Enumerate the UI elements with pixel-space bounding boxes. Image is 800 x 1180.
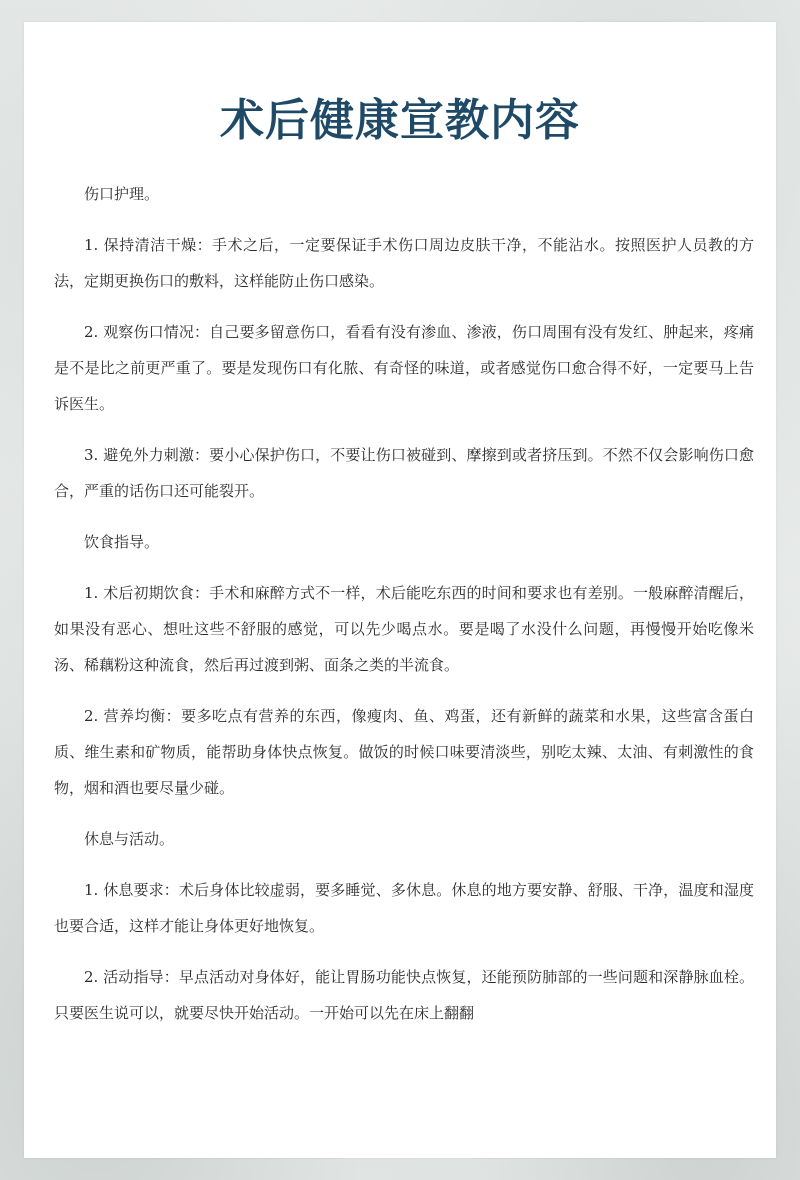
paragraph-keep-clean-dry: 1. 保持清洁干燥：手术之后，一定要保证手术伤口周边皮肤干净，不能沾水。按照医护人员教的方法，定期更换伤口的敷料，这样能防止伤口感染。: [54, 236, 754, 290]
paragraph-early-diet: 1. 术后初期饮食：手术和麻醉方式不一样，术后能吃东西的时间和要求也有差别。一般麻醉清醒后，如果没有恶心、想吐这些不舒服的感觉，可以先少喝点水。要是喝了水没什么问题，再慢慢开始吃像米汤、稀藕粉这种流食，然后再过渡到粥、面条之类的半流食。: [54, 584, 754, 674]
document-page: [24, 22, 776, 1158]
document-body: [54, 176, 754, 1046]
section-heading-rest-activity: 休息与活动。: [84, 830, 175, 848]
paragraph-rest-requirements: 1. 休息要求：术后身体比较虚弱，要多睡觉、多休息。休息的地方要安静、舒服、干净，温度和湿度也要合适，这样才能让身体更好地恢复。: [54, 881, 754, 935]
section-heading-wound-care: 伤口护理。: [84, 185, 160, 203]
paragraph-observe-wound: 2. 观察伤口情况：自己要多留意伤口，看看有没有渗血、渗液，伤口周围有没有发红、肿起来，疼痛是不是比之前更严重了。要是发现伤口有化脓、有奇怪的味道，或者感觉伤口愈合得不好，一定要马上告诉医生。: [54, 323, 754, 413]
paragraph-balanced-nutrition: 2. 营养均衡：要多吃点有营养的东西，像瘦肉、鱼、鸡蛋，还有新鲜的蔬菜和水果，这些富含蛋白质、维生素和矿物质，能帮助身体快点恢复。做饭的时候口味要清淡些，别吃太辣、太油、有刺激性的食物，烟和酒也要尽量少碰。: [54, 707, 754, 797]
paragraph-avoid-external-force: 3. 避免外力刺激：要小心保护伤口，不要让伤口被碰到、摩擦到或者挤压到。不然不仅会影响伤口愈合，严重的话伤口还可能裂开。: [54, 446, 754, 500]
document-title: 术后健康宣教内容: [220, 95, 580, 146]
paragraph-activity-guidance: 2. 活动指导：早点活动对身体好，能让胃肠功能快点恢复，还能预防肺部的一些问题和深静脉血栓。只要医生说可以，就要尽快开始活动。一开始可以先在床上翻翻: [54, 968, 754, 1022]
section-heading-diet: 饮食指导。: [84, 533, 160, 551]
